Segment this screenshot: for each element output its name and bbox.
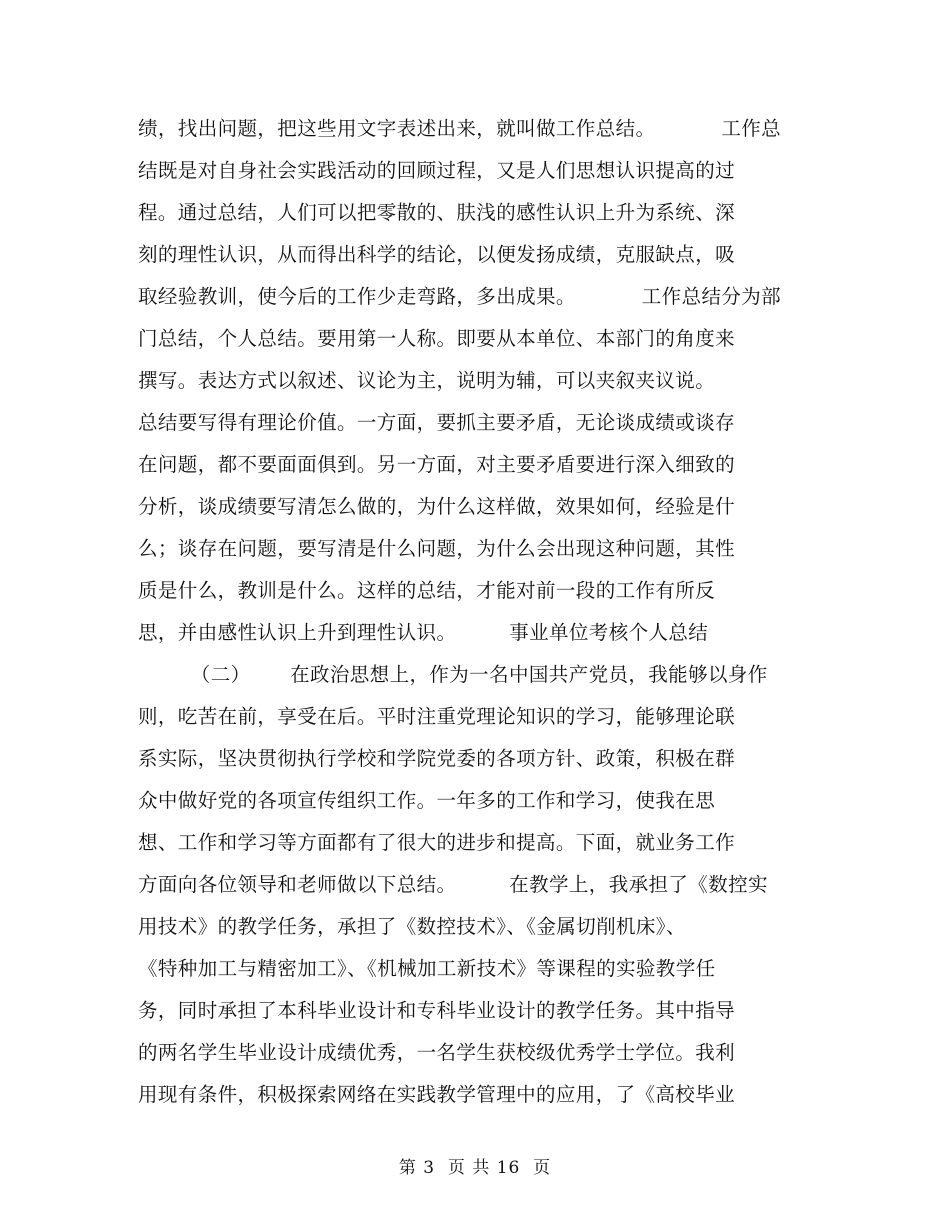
text-line: 总结要写得有理论价值。一方面，要抓主要矛盾，无论谈成绩或谈存: [138, 411, 736, 434]
text-line: 则，吃苦在前，享受在后。平时注重党理论知识的学习，能够理论联: [138, 705, 736, 728]
text-line: 用现有条件，积极探索网络在实践教学管理中的应用，了《高校毕业: [138, 1083, 736, 1106]
text-line: 撰写。表达方式以叙述、议论为主，说明为辅，可以夹叙夹议说。: [138, 369, 716, 392]
text-line: 用技术》的教学任务，承担了《数控技术》、《金属切削机床》、: [138, 915, 686, 938]
text-line: 务，同时承担了本科毕业设计和专科毕业设计的教学任务。其中指导: [138, 999, 736, 1022]
text-line: 结既是对自身社会实践活动的回顾过程，又是人们思想认识提高的过: [138, 159, 736, 182]
text-line: 众中做好党的各项宣传组织工作。一年多的工作和学习，使我在思: [138, 789, 716, 812]
text-line: 门总结，个人总结。要用第一人称。即要从本单位、本部门的角度来: [138, 327, 736, 350]
text-line: （二） 在政治思想上，作为一名中国共产党员，我能够以身作: [138, 663, 768, 686]
text-line: 《特种加工与精密加工》、《机械加工新技术》等课程的实验教学任: [138, 957, 716, 980]
text-line: 方面向各位领导和老师做以下总结。 在教学上，我承担了《数控实: [138, 873, 768, 896]
text-line: 分析，谈成绩要写清怎么做的，为什么这样做，效果如何，经验是什: [138, 495, 736, 518]
text-line: 绩，找出问题，把这些用文字表述出来，就叫做工作总结。 工作总: [138, 117, 782, 140]
text-line: 程。通过总结，人们可以把零散的、肤浅的感性认识上升为系统、深: [138, 201, 736, 224]
text-line: 刻的理性认识，从而得出科学的结论，以便发扬成绩，克服缺点，吸: [138, 243, 736, 266]
page-number-footer: 第 3 页 共 16 页: [398, 1158, 552, 1178]
text-line: 系实际，坚决贯彻执行学校和学院党委的各项方针、政策，积极在群: [138, 747, 736, 770]
text-line: 质是什么，教训是什么。这样的总结，才能对前一段的工作有所反: [138, 579, 716, 602]
text-line: 在问题，都不要面面俱到。另一方面，对主要矛盾要进行深入细致的: [138, 453, 736, 476]
text-line: 么；谈存在问题，要写清是什么问题，为什么会出现这种问题，其性: [138, 537, 736, 560]
text-line: 思，并由感性认识上升到理性认识。 事业单位考核个人总结: [138, 621, 709, 644]
text-line: 取经验教训，使今后的工作少走弯路，多出成果。 工作总结分为部: [138, 285, 782, 308]
text-line: 的两名学生毕业设计成绩优秀，一名学生获校级优秀学士学位。我利: [138, 1041, 736, 1064]
text-line: 想、工作和学习等方面都有了很大的进步和提高。下面，就业务工作: [138, 831, 736, 854]
